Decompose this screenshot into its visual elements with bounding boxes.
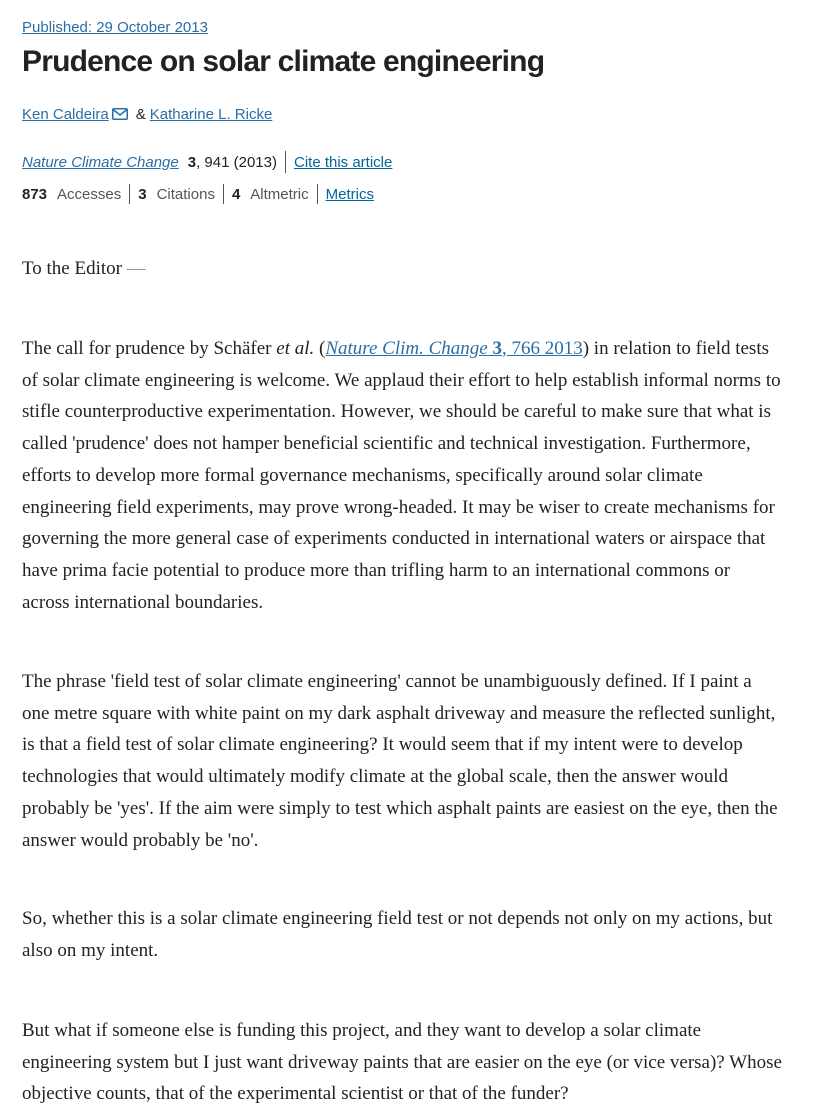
altmetric-label: Altmetric xyxy=(250,185,309,203)
paragraph-2: The phrase 'field test of solar climate engineering' cannot be unambiguously defined. If I paint a one metre square with white paint on my dark asphalt driveway and measure the reflected sunlight, is that a field test of solar climate engineering? It would seem that if my intent were to develop technologies that would ultimately modify climate at the global scale, then the answer would probably be 'yes'. If the aim were simply to test which asphalt paints are easiest on the eye, then the answer would probably be 'no'. xyxy=(22,671,778,851)
paragraph-1-body: ) in relation to field tests of solar climate engineering is welcome. We applaud their effort to help establish informal norms to stifle counterproductive experimentation. However, we should be careful to make sure that what is called 'prudence' does not hamper beneficial scientific and technical investigation. Furthermore, efforts to develop more formal governance mechanisms, specifically around solar climate engineering field experiments, may prove wrong-headed. It may be wiser to create mechanisms for governing the more general case of experiments conducted in international waters or airspace that have prima facie potential to produce more than trifling harm to an international commons or across international boundaries. xyxy=(22,338,781,613)
et-al: et al. xyxy=(276,338,315,359)
salutation-dash: — xyxy=(126,258,146,279)
journal-citation-line xyxy=(22,151,392,173)
journal-volume: 3 xyxy=(187,153,197,171)
article-metrics-bar xyxy=(22,184,374,204)
reference-volume: 3 xyxy=(487,338,502,359)
paragraph-4: But what if someone else is funding this project, and they want to develop a solar climate engineering system but I just want driveway paints that are easier on the eye (or vice versa)? Whose objective counts, that of the experimental scientist or that of the funder? xyxy=(22,1020,782,1105)
journal-name-link[interactable]: Nature Climate Change xyxy=(22,153,179,171)
divider xyxy=(317,184,318,204)
paragraph-1 xyxy=(22,333,782,618)
published-date-link[interactable]: Published: 29 October 2013 xyxy=(22,19,208,36)
citations-count: 3 xyxy=(138,185,147,203)
author-separator: & xyxy=(135,106,146,123)
author-link-caldeira[interactable]: Ken Caldeira xyxy=(22,106,109,123)
divider xyxy=(223,184,224,204)
article-title: Prudence on solar climate engineering xyxy=(22,45,545,78)
author-link-ricke[interactable]: Katharine L. Ricke xyxy=(149,106,273,123)
reference-pages: , 766 2013 xyxy=(501,338,583,359)
salutation-text: To the Editor xyxy=(22,258,122,279)
paragraph-1-intro: The call for prudence by Schäfer xyxy=(22,338,277,359)
divider xyxy=(129,184,130,204)
paragraph-1-open-paren: ( xyxy=(314,338,326,359)
mail-icon[interactable] xyxy=(112,107,128,119)
journal-pages-year: , 941 (2013) xyxy=(196,153,277,171)
metrics-link[interactable]: Metrics xyxy=(325,185,374,203)
salutation xyxy=(22,253,782,285)
author-list xyxy=(22,106,272,123)
cite-article-link[interactable]: Cite this article xyxy=(293,153,393,171)
reference-journal: Nature Clim. Change xyxy=(325,338,488,359)
altmetric-count: 4 xyxy=(231,185,241,203)
divider xyxy=(285,151,286,173)
accesses-count: 873 xyxy=(22,185,48,203)
citations-label: Citations xyxy=(156,185,215,203)
paragraph-3: So, whether this is a solar climate engineering field test or not depends not only on my actions, but also on my intent. xyxy=(22,908,773,961)
accesses-label: Accesses xyxy=(57,185,122,203)
reference-link[interactable] xyxy=(325,338,582,359)
